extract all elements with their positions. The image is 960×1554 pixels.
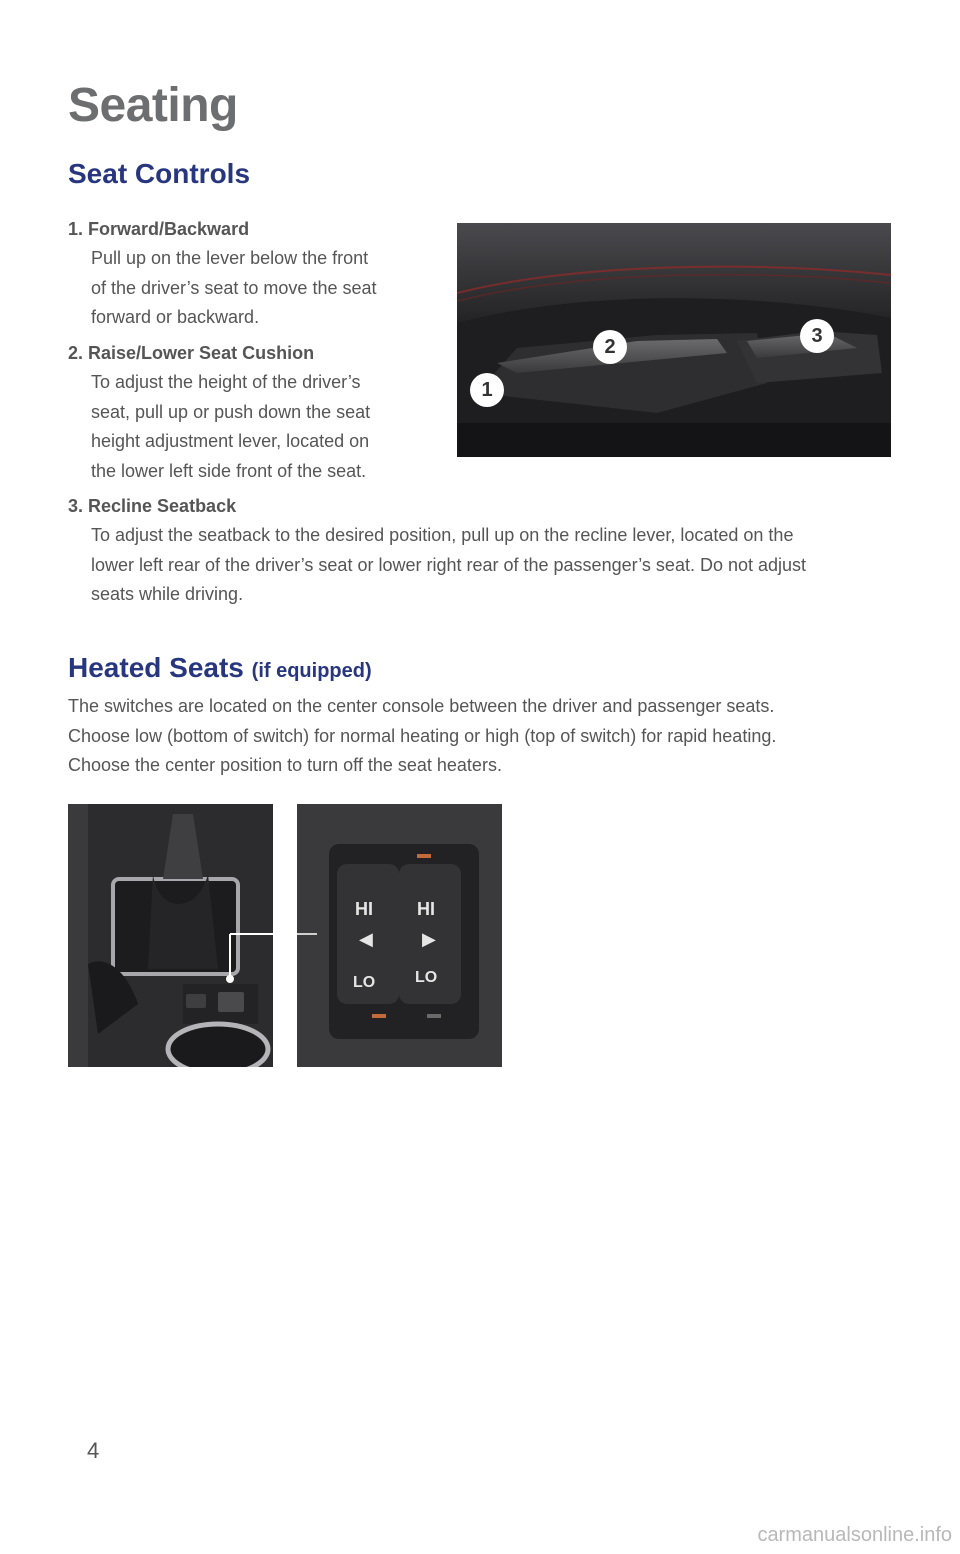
passenger-seat-heater-icon: ▶ bbox=[422, 929, 436, 949]
heated-seats-line-3: Choose the center position to turn off the seat heaters. bbox=[68, 755, 502, 775]
item-3-line-2: lower left rear of the driver’s seat or lower right rear of the passenger’s seat. Do not adjust bbox=[91, 554, 807, 575]
seat-controls-photo bbox=[457, 223, 891, 457]
callout-2-badge: 2 bbox=[593, 330, 627, 364]
heated-seats-text bbox=[68, 692, 888, 781]
driver-switch-hi-label: HI bbox=[355, 899, 373, 919]
item-2-line-4: the lower left side front of the seat. bbox=[91, 460, 367, 481]
item-2-title: 2. Raise/Lower Seat Cushion bbox=[68, 343, 315, 363]
page-number: 4 bbox=[87, 1438, 100, 1463]
item-1-line-2: of the driver’s seat to move the seat bbox=[91, 277, 377, 298]
driver-switch-lo-label: LO bbox=[353, 974, 376, 991]
console-photo-illustration bbox=[68, 804, 273, 1067]
heated-seats-line-2: Choose low (bottom of switch) for normal heating or high (top of switch) for rapid heating. bbox=[68, 725, 777, 746]
heated-seats-heading-text: Heated Seats bbox=[68, 652, 244, 683]
page-title: Seating bbox=[68, 79, 238, 132]
item-1-text bbox=[91, 244, 421, 333]
switch-photo-illustration bbox=[297, 804, 502, 1067]
callout-1-badge: 1 bbox=[470, 373, 504, 407]
seat-controls-heading: Seat Controls bbox=[68, 158, 251, 189]
item-3-line-3: seats while driving. bbox=[91, 584, 244, 604]
item-3-title: 3. Recline Seatback bbox=[68, 496, 237, 516]
heated-seats-heading-suffix: (if equipped) bbox=[251, 660, 372, 682]
callout-3-badge: 3 bbox=[800, 319, 834, 353]
console-photo bbox=[68, 804, 273, 1067]
item-3-text bbox=[91, 521, 911, 610]
heated-seat-switch-photo bbox=[297, 804, 502, 1067]
item-3-line-1: To adjust the seatback to the desired position, pull up on the recline lever, located on the bbox=[91, 525, 794, 545]
item-1-title: 1. Forward/Backward bbox=[68, 219, 250, 239]
item-2-line-1: To adjust the height of the driver’s bbox=[91, 372, 361, 392]
item-1-line-1: Pull up on the lever below the front bbox=[91, 248, 369, 268]
driver-seat-heater-icon: ◀ bbox=[359, 929, 373, 949]
item-2-text bbox=[91, 368, 421, 486]
passenger-switch-hi-label: HI bbox=[417, 899, 435, 919]
item-2-line-2: seat, pull up or push down the seat bbox=[91, 401, 371, 422]
item-1-line-3: forward or backward. bbox=[91, 307, 260, 327]
heated-seats-heading bbox=[68, 652, 372, 684]
heated-seats-line-1: The switches are located on the center console between the driver and passenger seats. bbox=[68, 696, 775, 716]
passenger-switch-lo-label: LO bbox=[415, 969, 438, 986]
item-2-line-3: height adjustment lever, located on bbox=[91, 431, 370, 451]
watermark: carmanualsonline.info bbox=[757, 1524, 952, 1546]
